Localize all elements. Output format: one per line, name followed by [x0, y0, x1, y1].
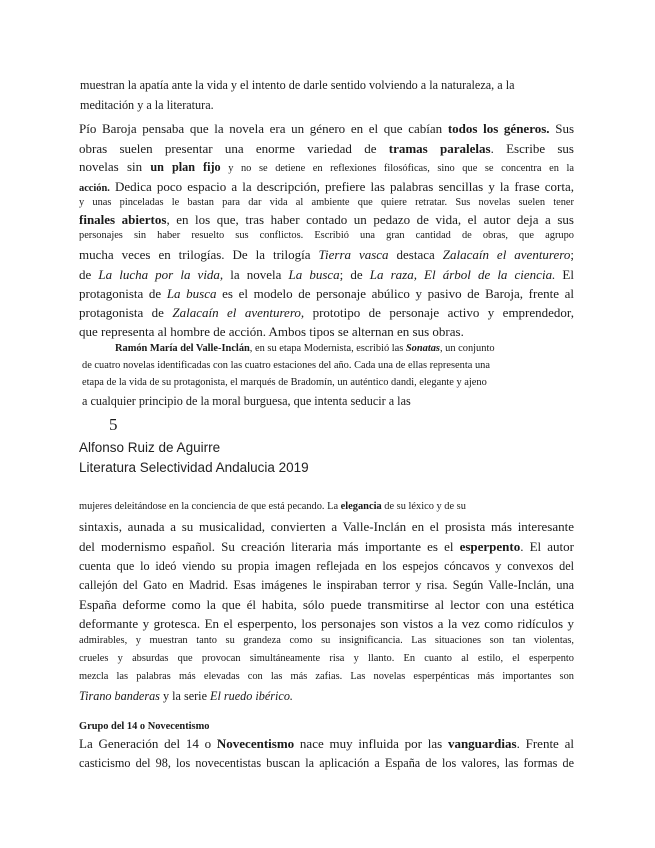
paragraph-esperpento-line: [79, 672, 574, 682]
italic-text: La raza, El árbol de la ciencia.: [369, 267, 556, 282]
text-span: prototipo de personaje activo y emprendedor,: [304, 305, 574, 320]
italic-text: La busca: [166, 286, 217, 301]
text-span: meditación y a la literatura.: [80, 98, 214, 112]
bold-text: esperpento: [459, 539, 521, 554]
paragraph-baroja-line: [79, 287, 574, 300]
text-span: etapa de la vida de su protagonista, el marqués de Bradomín, un auténtico dandi, elegante y ajeno: [82, 377, 487, 388]
text-span: protagonista de: [79, 286, 167, 301]
paragraph-valle-line: [82, 378, 487, 388]
paragraph-baroja-line: [79, 306, 574, 319]
bold-text: vanguardias: [447, 736, 517, 751]
paragraph-baroja-line: [79, 122, 574, 135]
text-span: de: [79, 267, 99, 282]
text-span: y la serie: [159, 689, 211, 703]
text-span: mezcla las palabras más elevadas con las más zafias. Las novelas esperpénticas más importantes son: [79, 671, 574, 682]
paragraph-esperpento-line: [79, 690, 293, 702]
text-span: es el modelo de personaje abúlico y pasivo de Baroja, frente al: [216, 286, 574, 301]
text-span: , un conjunto: [439, 343, 495, 354]
italic-text: Tierra vasca: [318, 247, 389, 262]
paragraph-baroja-line: [79, 198, 574, 208]
text-span: El: [555, 267, 574, 282]
bold-text: acción.: [79, 183, 110, 194]
text-span: . El autor: [520, 539, 574, 554]
italic-text: Zalacaín el aventurero,: [172, 305, 305, 320]
italic-text: La lucha por la vida,: [98, 267, 224, 282]
footer-course: Literatura Selectividad Andalucia 2019: [79, 460, 309, 475]
paragraph-esperpento-line: [79, 579, 574, 591]
text-span: nace muy influida por las: [294, 736, 448, 751]
paragraph-esperpento-line: [79, 598, 574, 611]
text-span: La Generación del 14 o: [79, 736, 217, 751]
text-span: Sus: [549, 121, 575, 136]
paragraph-esperpento-line: [79, 654, 574, 664]
text-span: muestran la apatía ante la vida y el intento de darle sentido volviendo a la naturaleza, a la: [80, 78, 515, 92]
bold-text: Novecentismo: [216, 736, 295, 751]
text-span: , en su etapa Modernista, escribió las: [249, 343, 406, 354]
paragraph-esperpento-line: [79, 636, 574, 646]
paragraph-valle-line: [115, 344, 495, 354]
text-span: . Escribe sus: [490, 141, 574, 156]
italic-text: La busca: [288, 267, 340, 282]
paragraph-valle-line: [82, 395, 411, 407]
text-span: sintaxis, aunada a su musicalidad, convierten a Valle-Inclán en el prosista más interesante: [79, 519, 574, 534]
italic-text: El ruedo ibérico.: [210, 689, 293, 703]
text-span: que representa al hombre de acción. Ambos tipos se alternan en sus obras.: [79, 324, 464, 339]
italic-text: Zalacaín el aventurero: [442, 247, 571, 262]
text-span: Pío Baroja pensaba que la novela era un género en el que cabían: [79, 121, 448, 136]
paragraph-baroja-line: [79, 180, 574, 194]
paragraph-novecentismo-line: [79, 757, 574, 769]
footer-author: Alfonso Ruiz de Aguirre: [79, 440, 221, 455]
paragraph-novecentismo-line: [79, 737, 574, 750]
bold-text: elegancia: [340, 501, 382, 512]
paragraph-baroja-line: [79, 325, 464, 338]
text-span: y unas pinceladas le bastan para dar vida al ambiente que quiere retratar. Sus novelas suelen tener: [79, 197, 574, 208]
text-span: de su léxico y de su: [381, 501, 466, 512]
text-line: [80, 99, 214, 111]
text-span: del modernismo español. Su creación literaria más importante es el: [79, 539, 460, 554]
paragraph-baroja-line: [79, 160, 574, 174]
text-span: , en los que, tras haber contado un pedazo de vida, el autor deja a sus: [166, 212, 574, 227]
bold-text: Ramón María del Valle-Inclán: [115, 343, 250, 354]
section-heading: Grupo del 14 o Novecentismo: [79, 721, 210, 732]
text-span: admirables, y muestran tanto su grandeza como su insignificancia. Las situaciones son tan violentas,: [79, 635, 574, 646]
text-span: y no se detiene en reflexiones filosóficas, sino que se concentra en la: [220, 163, 574, 174]
paragraph-baroja-line: [79, 213, 574, 226]
text-span: deformante y grotesca. En el esperpento, los personajes son vistos a la vez como ridículos y: [79, 616, 574, 631]
text-line: [80, 79, 553, 91]
text-span: casticismo del 98, los novecentistas buscan la aplicación a España de los valores, las formas de: [79, 756, 574, 770]
paragraph-esperpento-line: [79, 540, 574, 553]
paragraph-baroja-line: [79, 248, 574, 261]
bold-text: todos los géneros.: [447, 121, 550, 136]
bold-text: tramas paralelas: [388, 141, 491, 156]
page-number: 5: [109, 415, 118, 434]
text-span: callejón del Gato en Madrid. Esas imágenes le inspiraban terror y risa. Según Valle-Inclán, una: [79, 578, 574, 592]
text-span: a cualquier principio de la moral burguesa, que intenta seducir a las: [82, 394, 411, 408]
paragraph-baroja-line: [79, 231, 574, 241]
text-span: novelas sin: [79, 159, 151, 174]
text-span: ;: [570, 247, 574, 262]
paragraph-baroja-line: [79, 142, 574, 155]
text-span: mujeres deleitándose en la conciencia de que está pecando. La: [79, 501, 341, 512]
bold-text: finales abiertos: [79, 212, 167, 227]
paragraph-esperpento-line: [79, 502, 466, 512]
text-span: de cuatro novelas identificadas con las cuatro estaciones del año. Cada una de ellas representa una: [82, 360, 490, 371]
paragraph-esperpento-line: [79, 560, 574, 572]
paragraph-valle-line: [82, 361, 490, 371]
text-span: . Frente al: [516, 736, 574, 751]
text-span: destaca: [388, 247, 443, 262]
bold-text: un plan fijo: [150, 160, 221, 174]
text-span: obras suelen presentar una enorme variedad de: [79, 141, 389, 156]
paragraph-esperpento-line: [79, 520, 574, 533]
italic-text: Tirano banderas: [79, 689, 160, 703]
paragraph-esperpento-line: [79, 617, 574, 630]
text-span: personajes sin haber resuelto sus conflictos. Escribió una gran cantidad de obras, que agrupo: [79, 230, 574, 241]
paragraph-baroja-line: [79, 268, 574, 281]
text-span: protagonista de: [79, 305, 173, 320]
text-span: mucha veces en trilogías. De la trilogía: [79, 247, 319, 262]
text-span: España deforme como la que él habita, sólo puede transmitirse al lector con una estética: [79, 597, 574, 612]
bold-italic-text: Sonatas: [405, 343, 440, 354]
text-span: la novela: [223, 267, 289, 282]
text-span: cuenta que lo ideó viendo su propia imagen reflejada en los espejos cóncavos y convexos del: [79, 559, 574, 573]
text-span: ; de: [339, 267, 370, 282]
text-span: crueles y absurdas que provocan simultáneamente risa y llanto. En cuanto al estilo, el esperpento: [79, 653, 574, 664]
text-span: Dedica poco espacio a la descripción, prefiere las palabras sencillas y la frase corta,: [109, 179, 574, 194]
